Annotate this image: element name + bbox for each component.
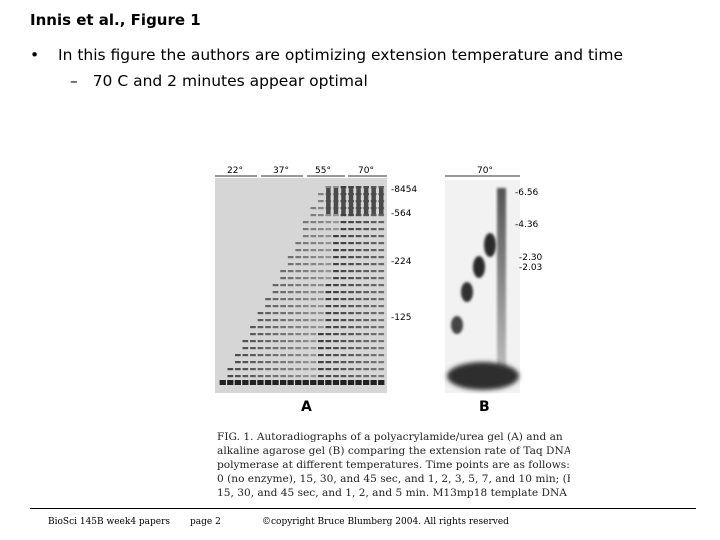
caption-line-1: FIG. 1. Autoradiographs of a polyacrylamide/urea gel (A) and an [217, 431, 563, 443]
marker-a-3: -224 [391, 257, 412, 267]
footer-divider [30, 508, 696, 509]
gel-figure [205, 160, 570, 500]
footer-copyright: ©copyright Bruce Blumberg 2004. All rights reserved [262, 517, 509, 527]
footer-page: page 2 [190, 517, 221, 527]
sub-bullet-symbol: – [70, 72, 78, 90]
marker-a-1: -8454 [391, 185, 418, 195]
panel-b-gel [445, 166, 543, 415]
bullet-symbol: • [30, 46, 40, 64]
footer-course: BioSci 145B week4 papers [48, 517, 171, 527]
sub-bullet-item [70, 72, 368, 90]
panel-a-gel [215, 166, 417, 415]
gel-figure-svg [205, 160, 570, 500]
caption-line-4: 0 (no enzyme), 15, 30, and 45 sec, and 1, 2, 3, 5, 7, and 10 min; (B) [217, 473, 570, 485]
panel-b-temp-label: 70° [477, 166, 493, 176]
marker-b-4: -2.03 [519, 263, 543, 273]
caption-line-3: polymerase at different temperatures. Time points are as follows: (A) [217, 459, 570, 471]
panel-b-label: B [479, 399, 490, 415]
marker-b-3: -2.30 [519, 253, 543, 263]
bullet-text: In this figure the authors are optimizing extension temperature and time [58, 46, 623, 64]
marker-a-2: -564 [391, 209, 412, 219]
marker-a-4: -125 [391, 313, 412, 323]
temp-label-22: 22° [227, 166, 243, 176]
marker-b-2: -4.36 [515, 220, 539, 230]
temp-label-37: 37° [273, 166, 289, 176]
temp-label-70: 70° [358, 166, 374, 176]
caption-line-5: 15, 30, and 45 sec, and 1, 2, and 5 min. M13mp18 template DNA (2 [217, 487, 570, 499]
marker-b-1: -6.56 [515, 188, 539, 198]
slide-title: Innis et al., Figure 1 [30, 11, 201, 29]
panel-a-label: A [301, 399, 312, 415]
sub-bullet-text: 70 C and 2 minutes appear optimal [92, 72, 368, 90]
figure-caption [217, 431, 570, 499]
temp-label-55: 55° [315, 166, 331, 176]
caption-line-2: alkaline agarose gel (B) comparing the extension rate of Taq DNA [217, 445, 570, 457]
